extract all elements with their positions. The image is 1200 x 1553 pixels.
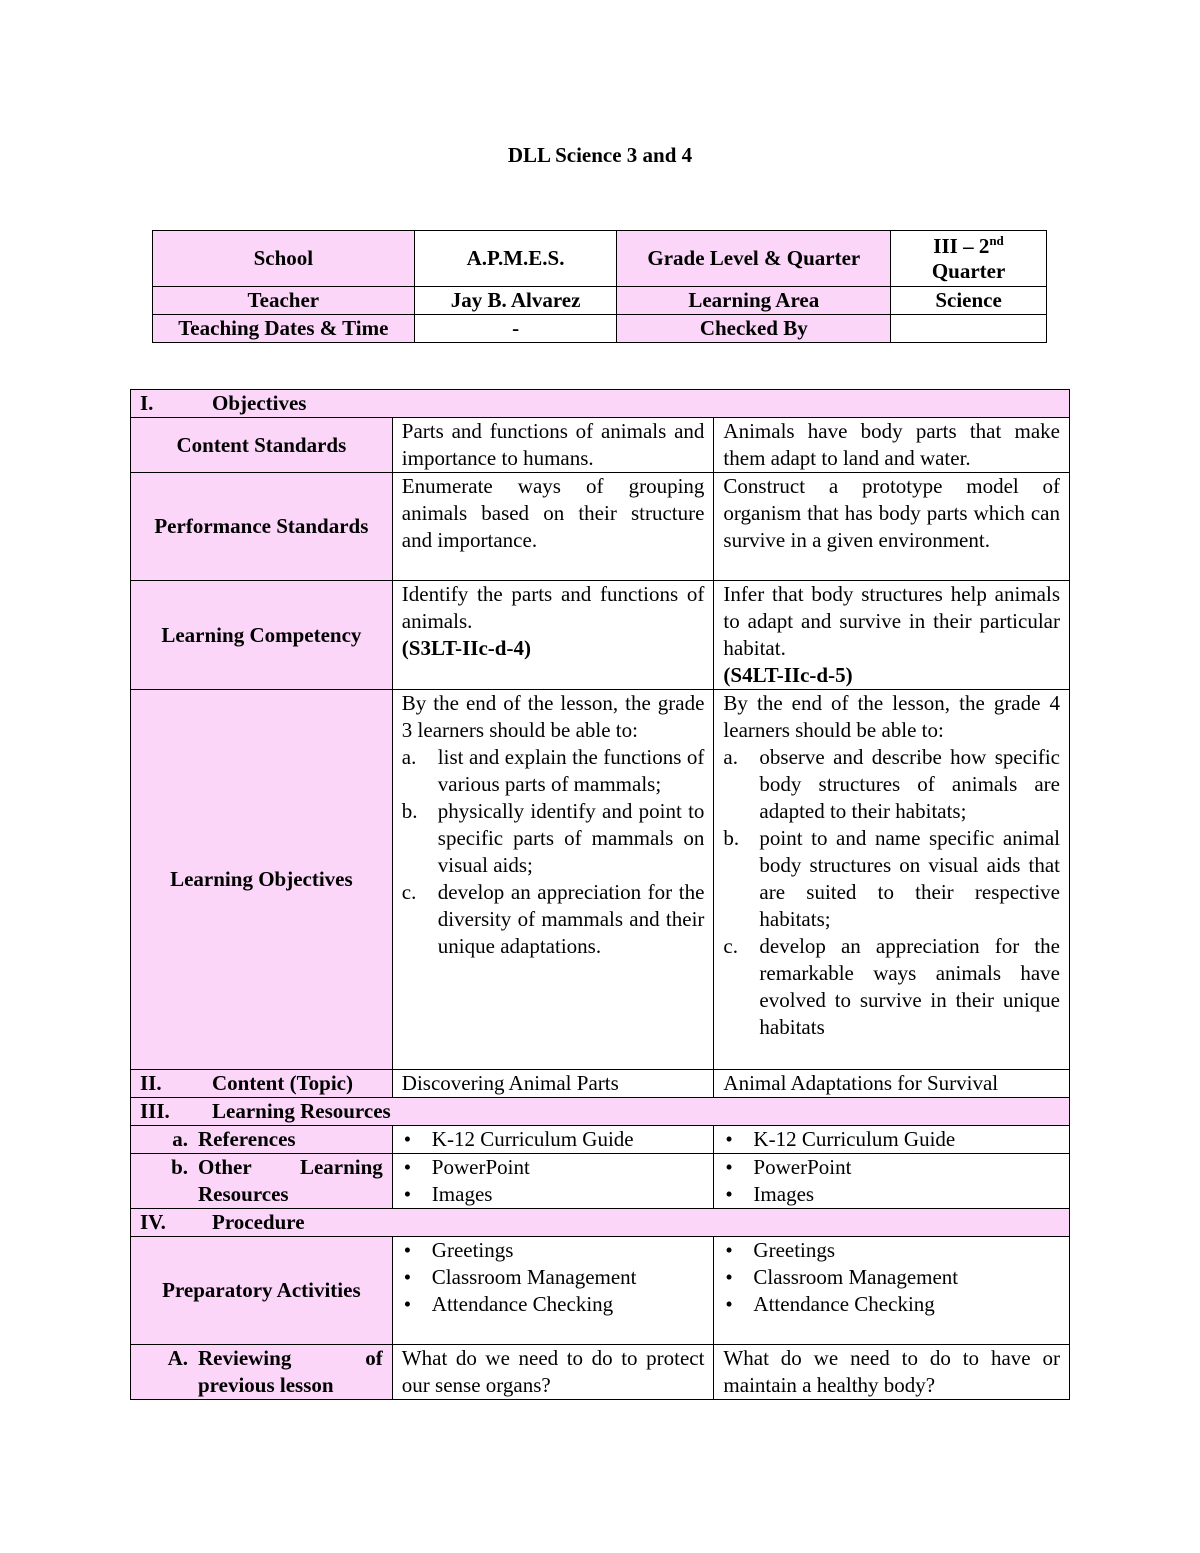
list-item: a. list and explain the functions of various parts of mammals; <box>401 745 705 796</box>
bullet-icon: • <box>725 1265 733 1289</box>
teacher-label: Teacher <box>153 287 415 315</box>
bullet-icon: • <box>403 1182 412 1206</box>
list-item: • Classroom Management <box>403 1265 637 1289</box>
content-standards-g3: Parts and functions of animals and importance to humans. <box>392 418 714 473</box>
list-item: • K-12 Curriculum Guide <box>403 1127 634 1151</box>
list-item: c. develop an appreciation for the diversity of mammals and their unique adaptations. <box>401 880 705 958</box>
reviewing-g3: What do we need to do to protect our sense organs? <box>392 1345 714 1400</box>
section-title: Procedure <box>212 1210 305 1234</box>
other-resources-label: b. Other Learning Resources <box>171 1155 383 1206</box>
performance-standards-g4: Construct a prototype model of organism that has body parts which can survive in a given environment. <box>714 473 1070 581</box>
checked-by-label: Checked By <box>617 315 891 343</box>
competency-code: (S3LT-IIc-d-4) <box>401 636 531 660</box>
section-content <box>131 1070 1070 1098</box>
school-label: School <box>153 231 415 287</box>
teacher-value: Jay B. Alvarez <box>414 287 617 315</box>
content-standards-label: Content Standards <box>131 418 393 473</box>
learning-objectives-g4: By the end of the lesson, the grade 4 learners should be able to: a. observe and describe how specific body structures of animals are adapted to their habitats; b. point to and name specific animal body structures on visual aids that are suited to their respective habitats; c. develop an appreciation for the remarkable ways animals have evolved to survive in their unique habitats <box>714 690 1070 1070</box>
learning-competency-g4: Infer that body structures help animals to adapt and survive in their particular habitat. (S4LT-IIc-d-5) <box>714 581 1070 690</box>
bullet-icon: • <box>725 1182 733 1206</box>
learning-objectives-g3: By the end of the lesson, the grade 3 learners should be able to: a. list and explain the functions of various parts of mammals; b. physically identify and point to specific parts of mammals on visual aids; c. develop an appreciation for the diversity of mammals and their unique adaptations. <box>392 690 714 1070</box>
bullet-icon: • <box>403 1127 412 1151</box>
reviewing-label: A. Reviewing of previous lesson <box>167 1346 383 1397</box>
list-item: a. observe and describe how specific body structures of animals are adapted to their habitats; <box>723 745 1060 823</box>
section-procedure <box>131 1209 1070 1237</box>
document-title: DLL Science 3 and 4 <box>507 143 693 167</box>
learning-competency-g3: Identify the parts and functions of animals. (S3LT-IIc-d-4) <box>392 581 714 690</box>
bullet-icon: • <box>403 1155 412 1179</box>
list-item: • Classroom Management <box>725 1265 959 1289</box>
section-title: Content (Topic) <box>212 1071 353 1095</box>
header-info-table <box>152 230 1047 343</box>
list-item: • Attendance Checking <box>403 1292 614 1316</box>
list-item: • K-12 Curriculum Guide <box>725 1127 956 1151</box>
section-resources <box>131 1098 1070 1126</box>
bullet-icon: • <box>725 1155 733 1179</box>
bullet-icon: • <box>403 1265 412 1289</box>
teaching-dates-value: - <box>414 315 617 343</box>
list-item: b. physically identify and point to specific parts of mammals on visual aids; <box>401 799 705 877</box>
content-topic-g4: Animal Adaptations for Survival <box>714 1070 1070 1098</box>
table-row <box>131 473 1070 581</box>
list-item: c. develop an appreciation for the remarkable ways animals have evolved to survive in their unique habitats <box>723 934 1060 1039</box>
list-item: • Attendance Checking <box>725 1292 935 1316</box>
bullet-icon: • <box>725 1238 733 1262</box>
section-number: III. <box>140 1099 170 1123</box>
grade-level-value: III – 2nd Quarter <box>891 231 1047 287</box>
school-value: A.P.M.E.S. <box>414 231 617 287</box>
teaching-dates-label: Teaching Dates & Time <box>153 315 415 343</box>
list-item: • PowerPoint <box>725 1155 852 1179</box>
bullet-icon: • <box>725 1292 733 1316</box>
bullet-icon: • <box>725 1127 733 1151</box>
section-number: II. <box>140 1071 162 1095</box>
section-objectives <box>131 390 1070 418</box>
references-label: a. References <box>172 1127 296 1151</box>
section-title: Learning Resources <box>212 1099 391 1123</box>
table-row <box>131 1126 1070 1154</box>
section-number: I. <box>140 391 154 415</box>
list-item: • Greetings <box>725 1238 836 1262</box>
list-item: • Greetings <box>403 1238 514 1262</box>
list-item: • Images <box>725 1182 815 1206</box>
section-title: Objectives <box>212 391 307 415</box>
lesson-log-table <box>130 389 1070 1400</box>
table-row <box>131 418 1070 473</box>
content-standards-g4: Animals have body parts that make them adapt to land and water. <box>714 418 1070 473</box>
content-topic-g3: Discovering Animal Parts <box>392 1070 714 1098</box>
competency-code: (S4LT-IIc-d-5) <box>723 663 853 687</box>
bullet-icon: • <box>403 1238 412 1262</box>
section-number: IV. <box>140 1210 166 1234</box>
table-row <box>131 581 1070 690</box>
reviewing-g4: What do we need to do to have or maintain a healthy body? <box>714 1345 1070 1400</box>
table-row <box>131 690 1070 1070</box>
learning-area-value: Science <box>891 287 1047 315</box>
bullet-icon: • <box>403 1292 412 1316</box>
learning-area-label: Learning Area <box>617 287 891 315</box>
table-row <box>131 1345 1070 1400</box>
list-item: • Images <box>403 1182 493 1206</box>
grade-level-label: Grade Level & Quarter <box>617 231 891 287</box>
table-row <box>131 1237 1070 1345</box>
learning-objectives-label: Learning Objectives <box>131 690 393 1070</box>
performance-standards-label: Performance Standards <box>131 473 393 581</box>
checked-by-value <box>891 315 1047 343</box>
preparatory-label: Preparatory Activities <box>131 1237 393 1345</box>
performance-standards-g3: Enumerate ways of grouping animals based on their structure and importance. <box>392 473 714 581</box>
learning-competency-label: Learning Competency <box>131 581 393 690</box>
list-item: • PowerPoint <box>403 1155 530 1179</box>
table-row <box>131 1154 1070 1209</box>
list-item: b. point to and name specific animal body structures on visual aids that are suited to their respective habitats; <box>723 826 1060 931</box>
